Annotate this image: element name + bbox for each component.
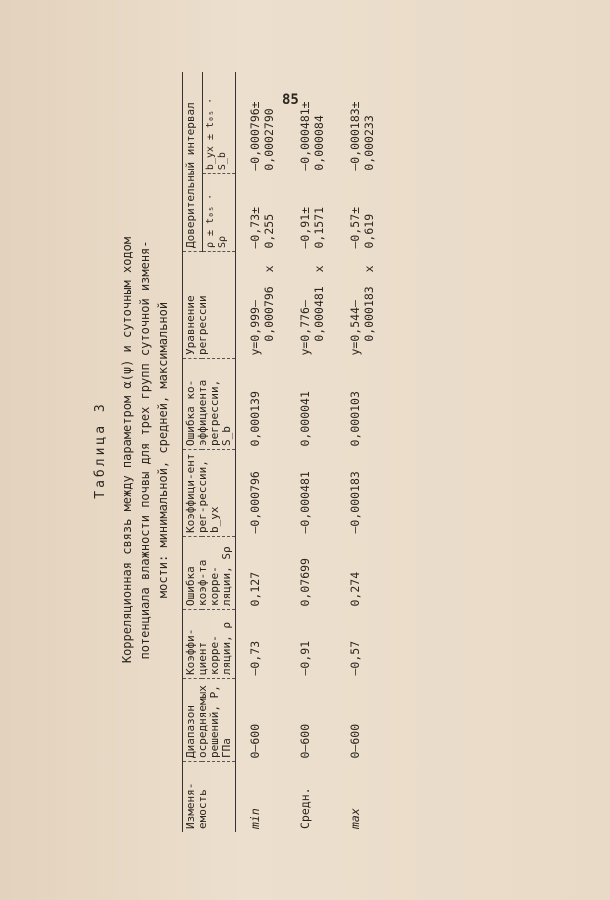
cell-range: 0–600 (348, 723, 362, 759)
cell-reg-coef: –0,000796 (248, 471, 262, 534)
header-corr-err: Ошибка коэф-та корре-ляции, Sρ (183, 537, 236, 610)
rotated-table-block (90, 60, 520, 840)
cell-corr-err: 0,274 (348, 571, 362, 607)
cell-conf-b: –0,000796± 0,0002790 (248, 101, 276, 171)
cell-reg-err: 0,000103 (348, 391, 362, 447)
table-row (236, 72, 287, 832)
header-corr: Коэффи-циент корре-ляции, ρ (183, 610, 236, 679)
header-reg-err: Ошибка ко-эффициента регрессии, S_b (183, 359, 236, 450)
table-label: Таблица 3 (93, 401, 108, 499)
cell-reg-err: 0,000139 (248, 391, 262, 447)
cell-corr: –0,73 (248, 640, 262, 676)
header-conf-b: b_yx ± t₀₅ · S_b (202, 72, 235, 174)
cell-reg-coef: –0,000183 (348, 471, 362, 534)
cell-equation: y=0,776– 0,000481 x (298, 265, 326, 356)
caption-line-1: Корреляционная связь между параметром α(ψ) и суточным ходом (120, 236, 134, 664)
cell-reg-err: 0,000041 (298, 391, 312, 447)
cell-equation: y=0,999– 0,000796 x (248, 265, 276, 356)
caption-line-3: мости: минимальной, средней, максимальной (156, 301, 170, 599)
cell-conf-rho: –0,57± 0,619 (348, 206, 376, 249)
page-number: 85 (282, 92, 299, 108)
table-row (336, 72, 386, 832)
cell-conf-b: –0,000183± 0,000233 (348, 101, 376, 171)
cell-range: 0–600 (298, 723, 312, 759)
cell-conf-rho: –0,91± 0,1571 (298, 206, 326, 249)
table-row (286, 72, 336, 832)
cell-corr: –0,91 (298, 640, 312, 676)
cell-equation: y=0,544– 0,000183 x (348, 265, 376, 356)
cell-range: 0–600 (248, 723, 262, 759)
cell-corr-err: 0,07699 (298, 558, 312, 607)
cell-corr-err: 0,127 (248, 571, 262, 607)
header-reg-coef: Коэффици-ент рег-рессии, b_yx (183, 450, 236, 537)
cell-conf-rho: –0,73± 0,255 (248, 206, 276, 249)
cell-variability: Средн. (298, 787, 312, 829)
header-range: Диапазон осредняемых решений, Р, ГПа (183, 679, 236, 762)
header-conf: Доверительный интервал (183, 72, 203, 252)
cell-variability: min (248, 808, 262, 829)
caption-line-2: потенциала влажности почвы для трех групп суточной изменя- (138, 240, 152, 660)
cell-reg-coef: –0,000481 (298, 471, 312, 534)
cell-corr: –0,57 (348, 640, 362, 676)
header-equation: Уравнение регрессии (183, 252, 236, 359)
header-variability: Изменя-емость (183, 762, 236, 833)
header-conf-rho: ρ ± t₀₅ · Sρ (202, 174, 235, 252)
cell-variability: max (348, 808, 362, 829)
cell-conf-b: –0,000481± 0,000084 (298, 101, 326, 171)
correlation-table (182, 72, 386, 832)
